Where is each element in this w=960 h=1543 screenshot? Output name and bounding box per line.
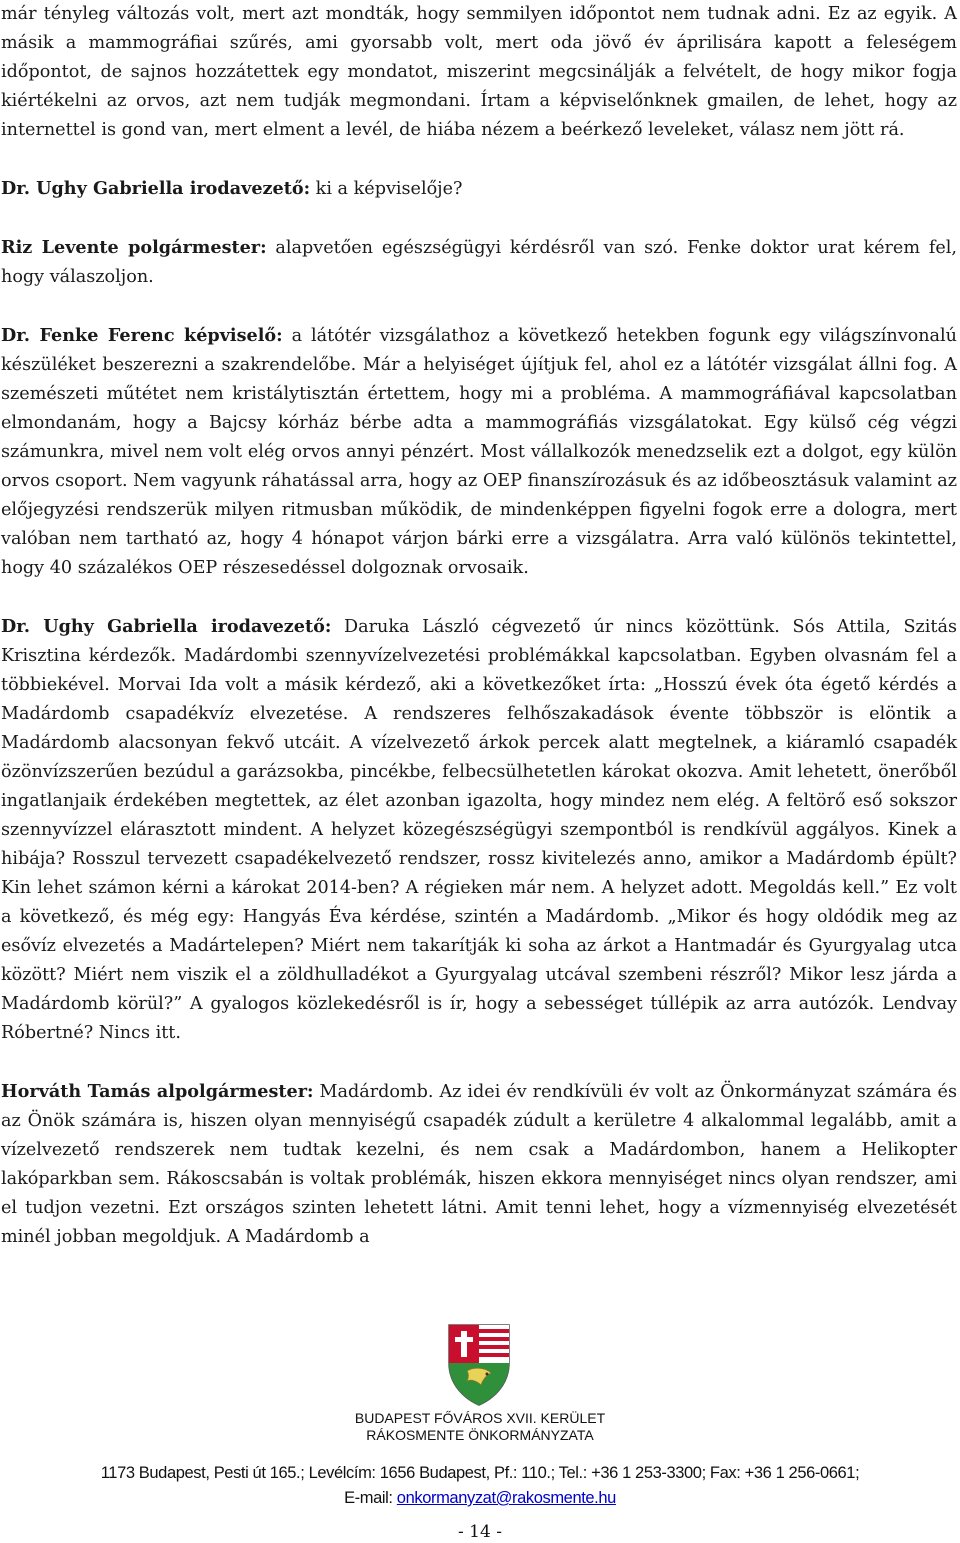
document-body	[1, 0, 957, 1252]
footer-address	[0, 1461, 960, 1511]
paragraph-riz	[1, 233, 957, 292]
paragraph-ughy-madardomb	[1, 612, 957, 1048]
page-number: - 14 -	[458, 1522, 502, 1542]
org-line-2: RÁKOSMENTE ÖNKORMÁNYZATA	[366, 1427, 594, 1443]
org-line-1: BUDAPEST FŐVÁROS XVII. KERÜLET	[354, 1410, 606, 1426]
coat-of-arms-icon	[445, 1323, 513, 1407]
email-link[interactable]: onkormanyzat@rakosmente.hu	[396, 1489, 616, 1507]
speaker-label: Horváth Tamás alpolgármester:	[1, 1081, 314, 1102]
email-label: E-mail:	[344, 1489, 397, 1507]
paragraph-text: Madárdomb. Az idei év rendkívüli év volt az Önkormányzat számára és az Önök számára is, hiszen olyan mennyiségű csapadék zúdult a kerületre 4 alkalommal legalább, amit a vízelvezető rendszerek nem tudtak kezelni, és nem csak a Madárdombon, hanem a Helikopter lakóparkban sem. Rákoscsabán is voltak problémák, hiszen ekkora mennyiséget nincs olyan rendszer, ami el tudjon vezetni. Ezt országos szinten lehetett látni. Amit tenni lehet, hogy a vízmennyiség elvezetését minél jobban megoldjuk. A Madárdomb a	[1, 1082, 957, 1247]
paragraph-horvath	[1, 1077, 957, 1252]
speaker-label: Dr. Ughy Gabriella irodavezető:	[1, 178, 311, 199]
paragraph-text: alapvetően egészségügyi kérdésről van szó. Fenke doktor urat kérem fel, hogy válaszoljon.	[1, 238, 957, 287]
paragraph-text: a látótér vizsgálathoz a következő hetekben fogunk egy világszínvonalú készüléket beszerezni a szakrendelőbe. Már a helyiséget újítjuk fel, ahol ez a látótér vizsgálat állni fog. A szemészeti műtétet nem kristálytisztán értettem, hogy mi a probléma. A mammográfiával kapcsolatban elmondanám, hogy a Bajcsy kórház bérbe adta a mammográfiás vizsgálatokat. Egy külső cég végzi számunkra, mivel nem volt elég orvos annyi pénzért. Most vállalkozók menedzselik ezt a dolgot, egy külön orvos csoport. Nem vagyunk ráhatással arra, hogy az OEP finanszírozásuk és az időbeosztásuk valamint az előjegyzési rendszerük milyen ritmusban működik, de mindenképpen figyelni fogok erre a dologra, mert valóban nem tartható az, hogy 4 hónapot várjon bárki erre a vizsgálatra. Arra való különös tekintettel, hogy 40 százalékos OEP részesedéssel dolgoznak orvosaik.	[1, 326, 958, 578]
paragraph-ughy-question	[1, 174, 957, 204]
speaker-label: Riz Levente polgármester:	[1, 237, 267, 258]
speaker-label: Dr. Ughy Gabriella irodavezető:	[1, 616, 332, 637]
speaker-label: Dr. Fenke Ferenc képviselő:	[1, 325, 283, 346]
footer-organization	[0, 1410, 960, 1444]
address-line: 1173 Budapest, Pesti út 165.; Levélcím: 1656 Budapest, Pf.: 110.; Tel.: +36 1 253-3300; Fax: +36 1 256-0661;	[100, 1464, 860, 1482]
email-line	[0, 1486, 960, 1511]
paragraph-text: már tényleg változás volt, mert azt mondták, hogy semmilyen időpontot nem tudnak adni. Ez az egyik. A másik a mammográfiai szűrés, ami gyorsabb volt, mert oda jövő év áprilisára kapott a feleségem időpontot, de sajnos hozzátettek egy mondatot, miszerint megcsinálják a felvételt, de hogy mikor fogja kiértékelni az orvos, azt nem tudják megmondani. Írtam a képviselőnknek gmailen, de lehet, hogy az internettel is gond van, mert elment a levél, de hiába nézem a beérkező leveleket, válasz nem jött rá.	[1, 4, 957, 140]
paragraph-text: ki a képviselője?	[310, 179, 463, 199]
paragraph-intro	[1, 0, 957, 145]
paragraph-fenke	[1, 321, 957, 583]
paragraph-text: Daruka László cégvezető úr nincs közöttünk. Sós Attila, Szitás Krisztina kérdezők. Madárdombi szennyvízelvezetési problémákkal kapcsolatban. Egyben olvasnám fel a többiekével. Morvai Ida volt a másik kérdező, aki a következőket írta: „Hosszú évek óta égető kérdés a Madárdomb csapadékvíz elvezetése. A rendszeres felhőszakadások évente többször is elöntik a Madárdomb alacsonyan fekvő utcáit. A vízelvezető árkok percek alatt megtelnek, a kiáramló csapadék özönvízszerűen bezúdul a garázsokba, pincékbe, felbecsülhetetlen károkat okozva. Amit lehetett, önerőből ingatlanjaik érdekében megtettek, az élet azonban igazolta, hogy mindez nem elég. A feltörő eső sokszor szennyvízzel elárasztott mindent. A helyzet közegészségügyi szempontból is rendkívül aggályos. Kinek a hibája? Rosszul tervezett csapadékelvezető rendszer, rossz kivitelezés anno, amikor a Madárdomb épült? Kin lehet számon kérni a károkat 2014-ben? A régieken már nem. A helyzet adott. Megoldás kell.” Ez volt a következő, és még egy: Hangyás Éva kérdése, szintén a Madárdomb. „Mikor és hogy oldódik meg az esővíz elvezetés a Madártelepen? Miért nem takarítják ki soha az árkot a Hantmadár és Gyurgyalag utca között? Miért nem viszik el a zöldhulladékot a Gyurgyalag utcával szembeni részről? Mikor lesz járda a Madárdomb körül?” A gyalogos közlekedésről is ír, hogy a sebességet túllépik az arra autózók. Lendvay Róbertné? Nincs itt.	[1, 617, 958, 1043]
